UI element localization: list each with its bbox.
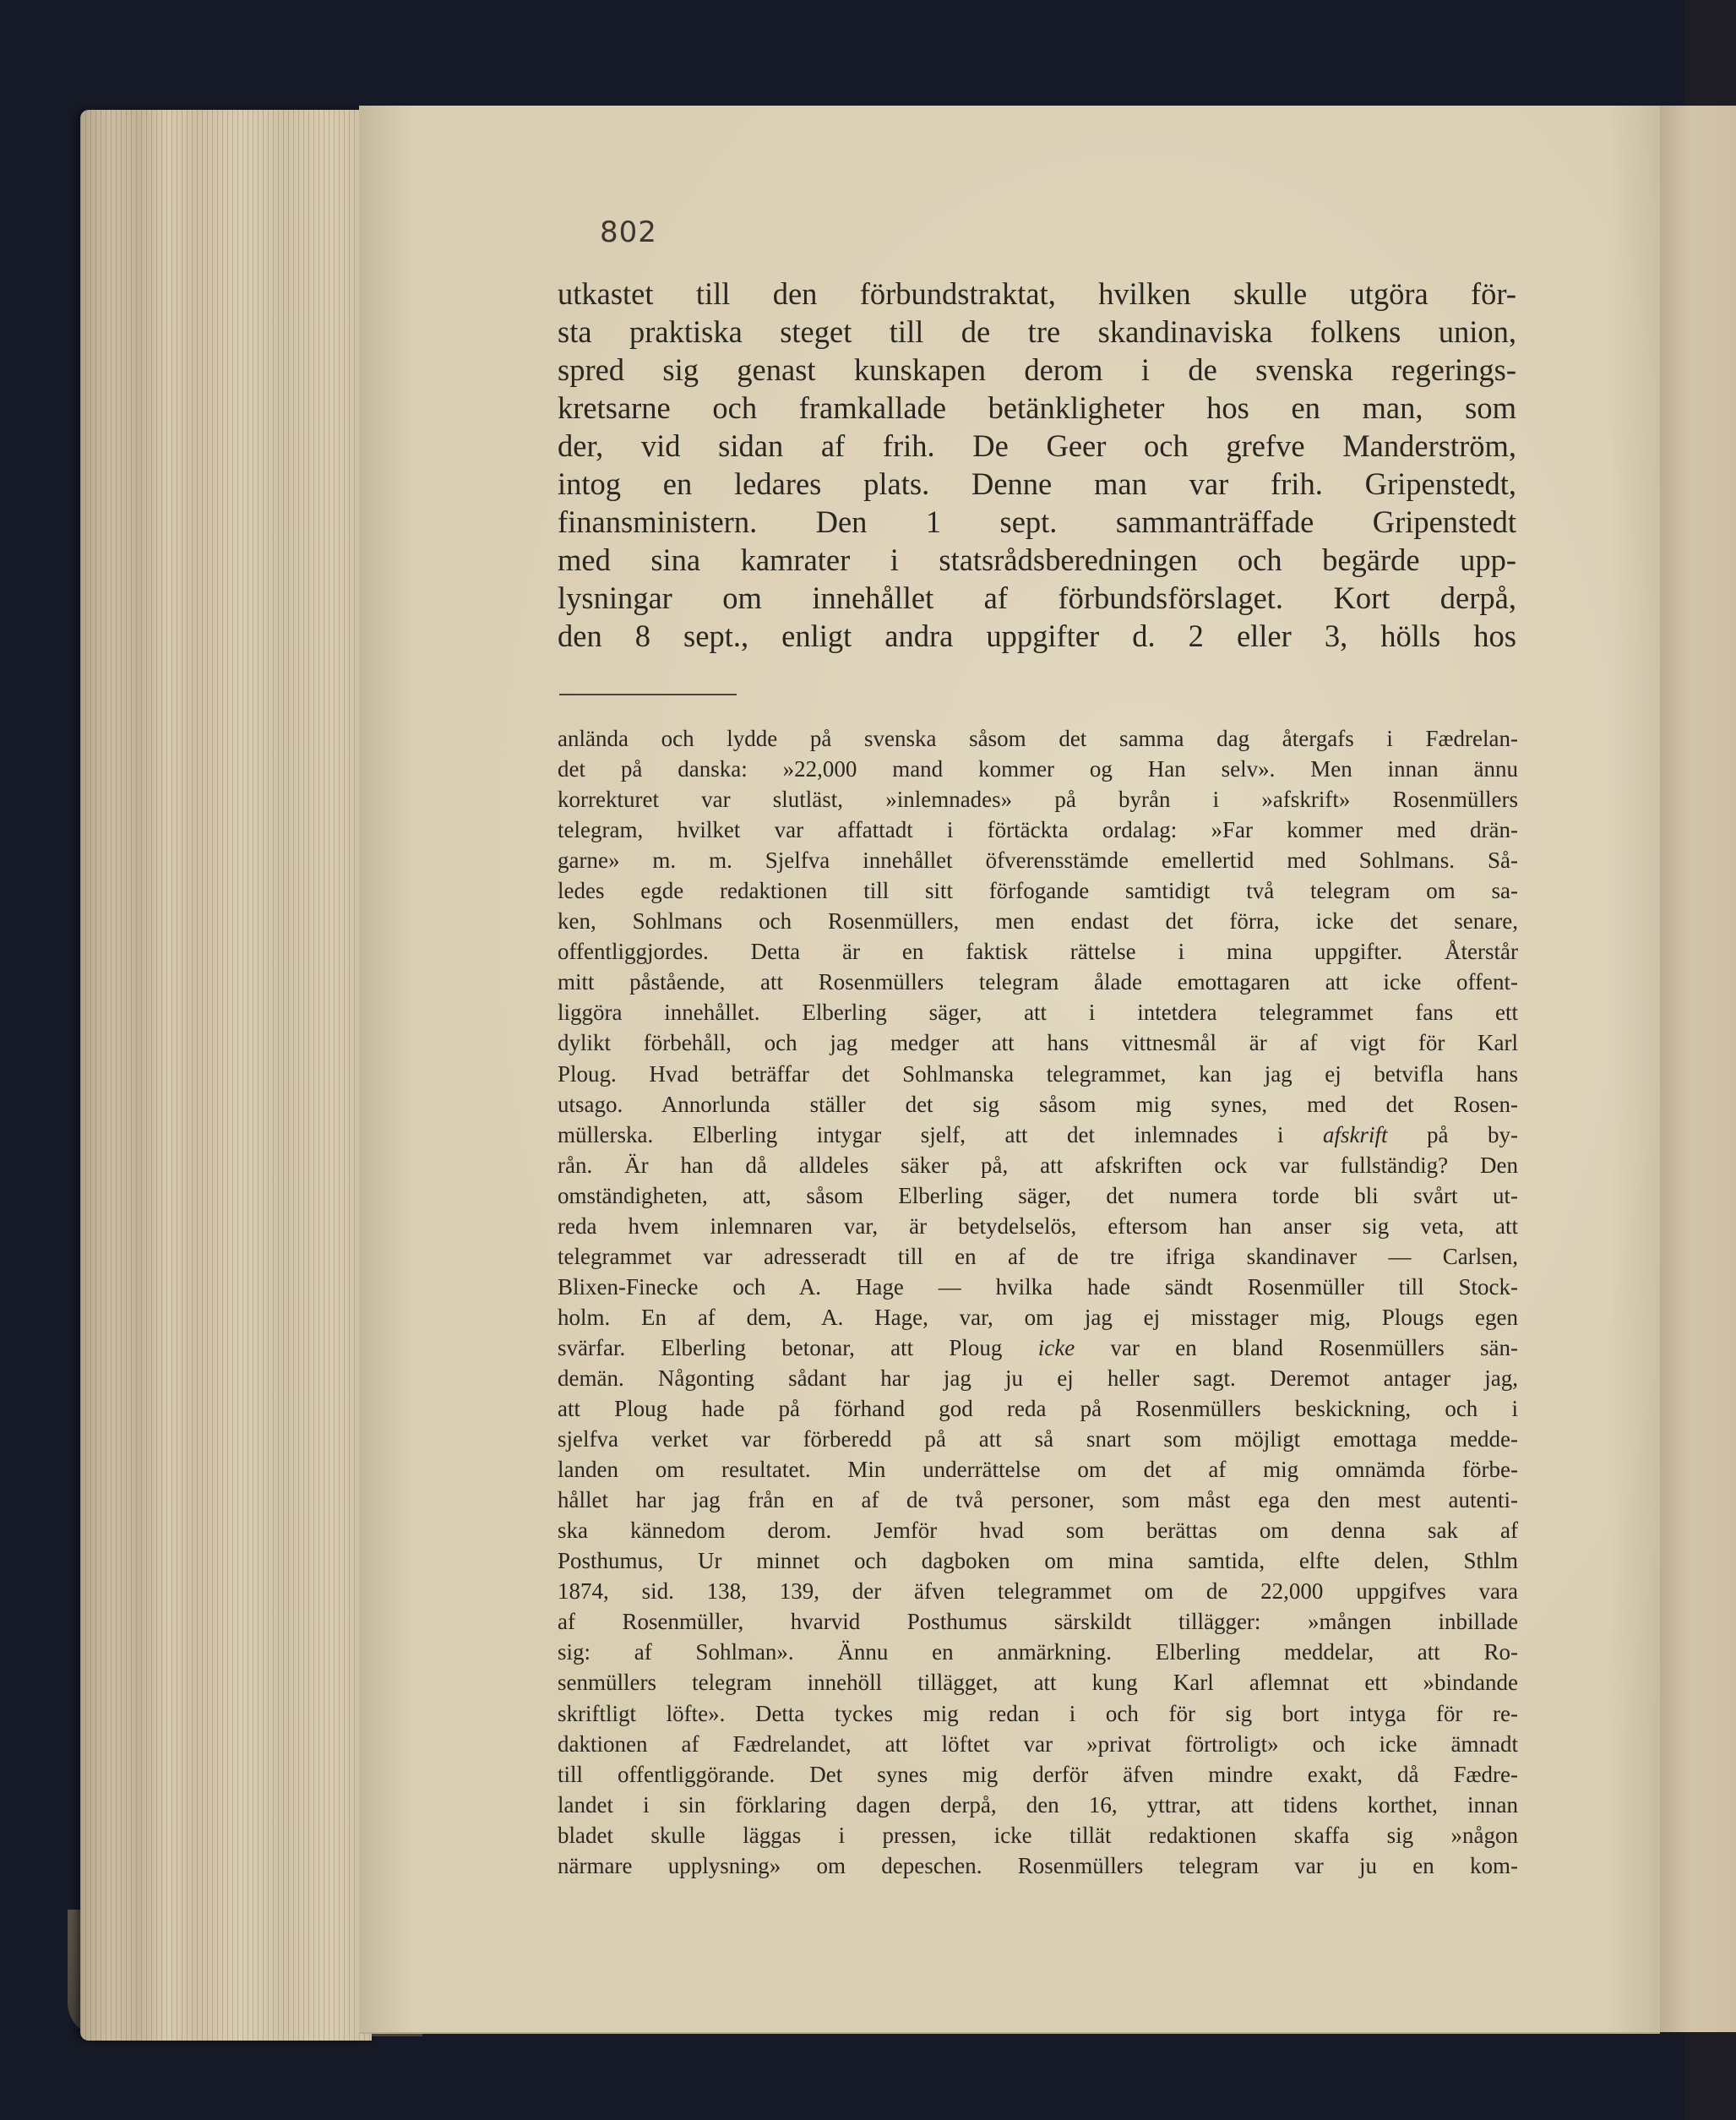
main-text-line: lysningar om innehållet af förbundsförslaget. Kort derpå, (558, 580, 1516, 615)
footnote-line: till offentliggörande. Det synes mig derför äfven mindre exakt, då Fædre- (558, 1761, 1518, 1787)
main-text-line: sta praktiska steget till de tre skandinaviska folkens union, (558, 314, 1516, 349)
footnote-line: utsago. Annorlunda ställer det sig såsom mig synes, med det Rosen- (558, 1091, 1518, 1117)
footnote-line (558, 1332, 1518, 1363)
footnote-line: ledes egde redaktionen till sitt förfogande samtidigt två telegram om sa- (558, 878, 1518, 904)
footnote-line: anlända och lydde på svenska såsom det samma dag återgafs i Fædrelan- (558, 726, 1518, 751)
footnote-italic: icke (1037, 1334, 1075, 1360)
footnote-line: korrekturet var slutläst, »inlemnades» på byrån i »afskrift» Rosenmüllers (558, 787, 1518, 813)
footnote-line: telegrammet var adresseradt till en af de tre ifriga skandinaver — Carlsen, (558, 1243, 1518, 1269)
footnote-line: senmüllers telegram innehöll tillägget, att kung Karl aflemnat ett »bindande (558, 1670, 1518, 1696)
page-number: 802 (600, 215, 657, 249)
footnote-line: omständigheten, att, såsom Elberling säger, det numera torde bli svårt ut- (558, 1182, 1518, 1208)
footnote-line: sig: af Sohlman». Ännu en anmärkning. Elberling meddelar, att Ro- (558, 1639, 1518, 1665)
footnote-divider (559, 694, 737, 695)
footnote-line: Ploug. Hvad beträffar det Sohlmanska telegrammet, kan jag ej betvifla hans (558, 1060, 1518, 1087)
main-text-line: utkastet till den förbundstraktat, hvilken skulle utgöra för- (558, 276, 1516, 311)
footnote-line: skriftligt löfte». Detta tyckes mig redan i och för sig bort intyga för re- (558, 1700, 1518, 1726)
footnote-line: ken, Sohlmans och Rosenmüllers, men endast det förra, icke det senare, (558, 908, 1518, 935)
page-edge-lines (80, 110, 372, 2041)
footnote-line: mitt påstående, att Rosenmüllers telegram ålade emottagaren att icke offent- (558, 969, 1518, 995)
footnote-line: landen om resultatet. Min underrättelse om det af mig omnämda förbe- (558, 1457, 1518, 1483)
footnote-line: sjelfva verket var förberedd på att så snart som möjligt emottaga medde- (558, 1426, 1518, 1452)
main-text-line: der, vid sidan af frih. De Geer och grefve Manderström, (558, 428, 1516, 463)
footnote-line: af Rosenmüller, hvarvid Posthumus särskildt tillägger: »mången inbillade (558, 1609, 1518, 1635)
main-text (558, 275, 1516, 655)
footnote-line: Posthumus, Ur minnet och dagboken om mina samtida, elfte delen, Sthlm (558, 1548, 1518, 1574)
footnote-line: 1874, sid. 138, 139, der äfven telegrammet om de 22,000 uppgifves vara (558, 1578, 1518, 1605)
footnote-segment: svärfar. Elberling betonar, att Ploug (558, 1334, 1003, 1360)
main-text-line: finansministern. Den 1 sept. sammanträffade Gripenstedt (558, 504, 1516, 539)
main-text-line: kretsarne och framkallade betänkligheter hos en man, som (558, 390, 1516, 425)
footnote-line: dylikt förbehåll, och jag medger att hans vittnesmål är af vigt för Karl (558, 1030, 1518, 1056)
footnote-line: daktionen af Fædrelandet, att löftet var »privat förtroligt» och icke ämnadt (558, 1730, 1518, 1757)
footnote-line: att Ploug hade på förhand god reda på Rosenmüllers beskickning, och i (558, 1396, 1518, 1422)
main-text-line: med sina kamrater i statsrådsberedningen och begärde upp- (558, 542, 1516, 577)
footnote-text (558, 723, 1518, 1881)
footnote-line: liggöra innehållet. Elberling säger, att i intetdera telegrammet fans ett (558, 1000, 1518, 1026)
main-text-line: intog en ledares plats. Denne man var frih. Gripenstedt, (558, 466, 1516, 501)
footnote-line: bladet skulle läggas i pressen, icke tillät redaktionen skaffa sig »någon (558, 1822, 1518, 1848)
page-block-edges (80, 110, 372, 2041)
footnote-line (558, 1120, 1518, 1150)
footnote-line: rån. Är han då alldeles säker på, att afskriften ock var fullständig? Den (558, 1152, 1518, 1178)
footnote-line: demän. Någonting sådant har jag ju ej heller sagt. Deremot antager jag, (558, 1365, 1518, 1391)
footnote-line: ska kännedom derom. Jemför hvad som berättas om denna sak af (558, 1518, 1518, 1544)
footnote-line: holm. En af dem, A. Hage, var, om jag ej misstager mig, Plougs egen (558, 1304, 1518, 1330)
footnote-segment: på by- (1427, 1121, 1518, 1147)
footnote-line: hållet har jag från en af de två personer, som måst ega den mest autenti- (558, 1487, 1518, 1513)
main-text-line: den 8 sept., enligt andra uppgifter d. 2 eller 3, hölls hos (558, 619, 1516, 653)
footnote-line: landet i sin förklaring dagen derpå, den 16, yttrar, att tidens korthet, innan (558, 1791, 1518, 1818)
main-text-line: spred sig genast kunskapen derom i de svenska regerings- (558, 352, 1516, 387)
footnote-line: närmare upplysning» om depeschen. Rosenmüllers telegram var ju en kom- (558, 1852, 1518, 1878)
footnote-segment: var en bland Rosenmüllers sän- (1110, 1334, 1518, 1360)
facing-page-edge (1660, 106, 1736, 2032)
footnote-line: reda hvem inlemnaren var, är betydelselös, eftersom han anser sig veta, att (558, 1213, 1518, 1239)
footnote-line: telegram, hvilket var affattadt i förtäckta ordalag: »Far kommer med drän- (558, 817, 1518, 843)
footnote-line: Blixen-Finecke och A. Hage — hvilka hade sändt Rosenmüller till Stock- (558, 1273, 1518, 1300)
footnote-line: det på danska: »22,000 mand kommer og Han selv». Men innan ännu (558, 756, 1518, 782)
footnote-italic: afskrift (1322, 1121, 1388, 1147)
footnote-line: garne» m. m. Sjelfva innehållet öfverensstämde emellertid med Sohlmans. Så- (558, 847, 1518, 874)
footnote-line: offentliggjordes. Detta är en faktisk rättelse i mina uppgifter. Återstår (558, 939, 1518, 965)
footnote-segment: müllerska. Elberling intygar sjelf, att det inlemnades i (558, 1121, 1284, 1147)
